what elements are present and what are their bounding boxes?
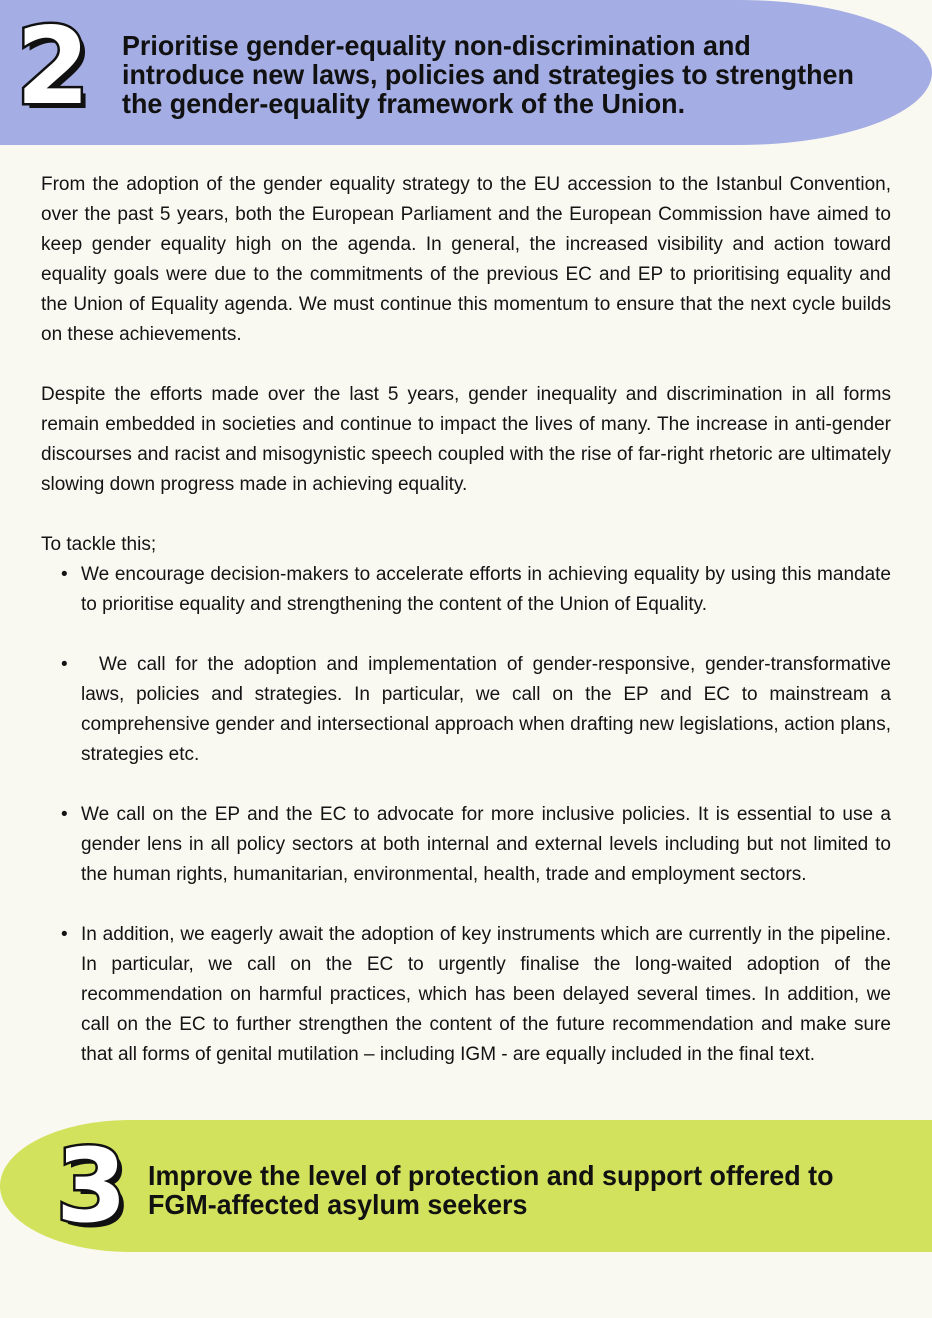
bullet-icon: • (61, 804, 68, 825)
lead-text: To tackle this; (41, 534, 157, 555)
list-item (61, 800, 891, 890)
bullet-icon: • (61, 564, 68, 585)
list-item-text: We call for the adoption and implementation of gender-responsive, gender-transformative laws, policies and strategies. In particular, we call on the EP and EC to mainstream a comprehensive gender and intersectional approach when drafting new legislations, action plans, strategies etc. (81, 654, 891, 765)
paragraph-inequality: Despite the efforts made over the last 5 years, gender inequality and discrimination in all forms remain embedded in societies and continue to impact the lives of many. The increase in anti-gender discourses and racist and misogynistic speech coupled with the rise of far-right rhetoric are ultimately slowing down progress made in achieving equality. (41, 384, 891, 495)
list-item (61, 560, 891, 620)
list-item (61, 650, 891, 770)
list-item-text: We call on the EP and the EC to advocate for more inclusive policies. It is essential to use a gender lens in all policy sectors at both internal and external levels including but not limited to the human rights, humanitarian, environmental, health, trade and employment sectors. (81, 804, 891, 885)
section-2-body (41, 170, 891, 1100)
paragraph-achievements: From the adoption of the gender equality strategy to the EU accession to the Istanbul Convention, over the past 5 years, both the European Parliament and the European Commission have aimed to keep gender equality high on the agenda. In general, the increased visibility and action toward equality goals were due to the commitments of the previous EC and EP to prioritising equality and the Union of Equality agenda. We must continue this momentum to ensure that the next cycle builds on these achievements. (41, 174, 891, 345)
section-2-heading: Prioritise gender-equality non-discrimination and introduce new laws, policies and strategies to strengthen the gender-equality framework of the Union. (122, 30, 854, 119)
bullet-icon: • (61, 654, 68, 675)
section-3-heading: Improve the level of protection and support offered to FGM-affected asylum seekers (148, 1160, 834, 1220)
section-number-2: 2 (16, 5, 90, 128)
list-item-text: We encourage decision-makers to accelerate efforts in achieving equality by using this mandate to prioritise equality and strengthening the content of the Union of Equality. (81, 564, 891, 615)
recommendation-list (41, 560, 891, 1070)
section-number-3: 3 (56, 1127, 127, 1246)
bullet-icon: • (61, 924, 68, 945)
list-item (61, 920, 891, 1070)
list-item-text: In addition, we eagerly await the adoption of key instruments which are currently in the pipeline. In particular, we call on the EC to urgently finalise the long-waited adoption of the recommendation on harmful practices, which has been delayed several times. In addition, we call on the EC to further strengthen the content of the future recommendation and make sure that all forms of genital mutilation – including IGM - are equally included in the final text. (81, 924, 891, 1065)
